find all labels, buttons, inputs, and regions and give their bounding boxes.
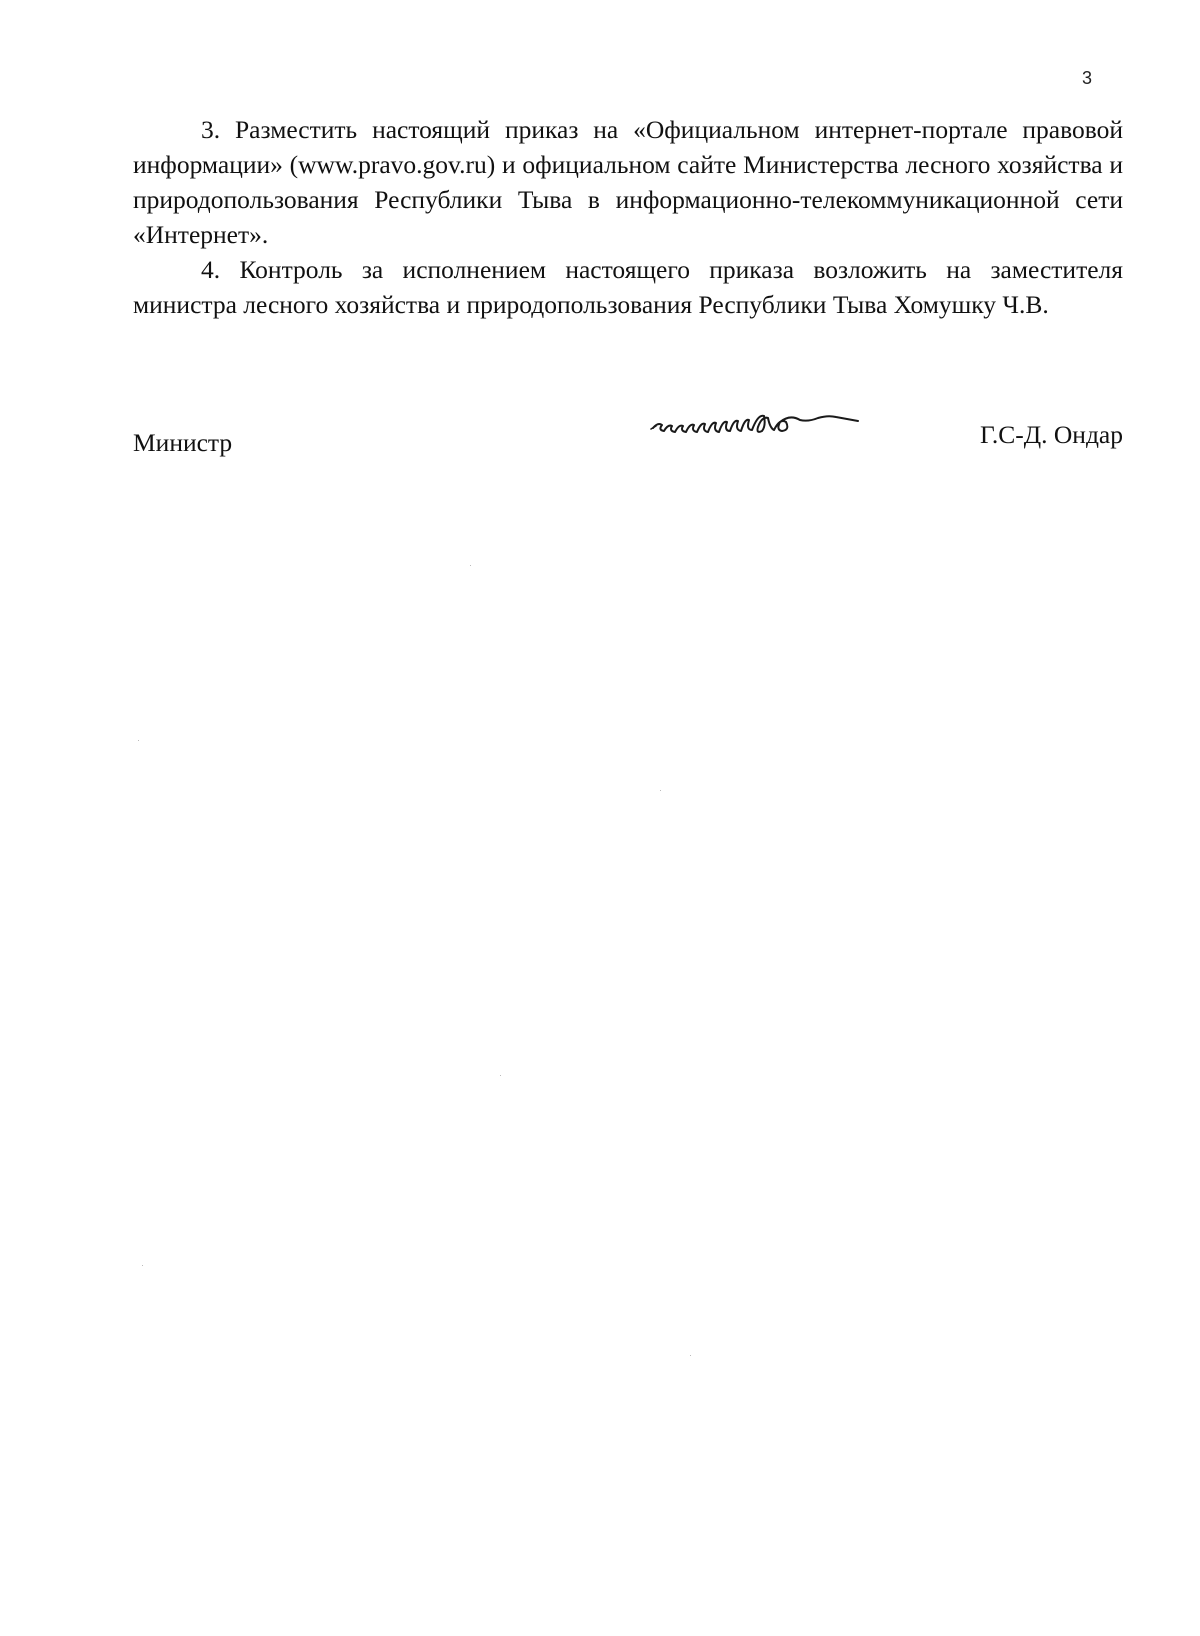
document-body: [133, 112, 1123, 322]
signature-block: [133, 400, 1123, 460]
paragraph-3: 3. Разместить настоящий приказ на «Официальном интернет-портале правовой информации» (www.pravo.gov.ru) и официальном сайте Министерства лесного хозяйства и природопользования Республики Тыва в информационно-телекоммуникационной сети «Интернет».: [133, 115, 1123, 249]
scan-speck: [500, 1075, 501, 1076]
scan-speck: [690, 1355, 691, 1356]
signatory-position: Министр: [133, 428, 233, 457]
scan-speck: [470, 565, 471, 566]
scan-speck: [138, 740, 139, 741]
handwritten-signature: [648, 400, 888, 450]
paragraph-4: 4. Контроль за исполнением настоящего приказа возложить на заместителя министра лесного хозяйства и природопользования Республики Тыва Хомушку Ч.В.: [133, 255, 1123, 319]
scan-speck: [142, 1265, 143, 1266]
page-number: 3: [1082, 68, 1093, 88]
signatory-name: Г.С-Д. Ондар: [980, 420, 1123, 449]
scan-speck: [660, 790, 661, 791]
